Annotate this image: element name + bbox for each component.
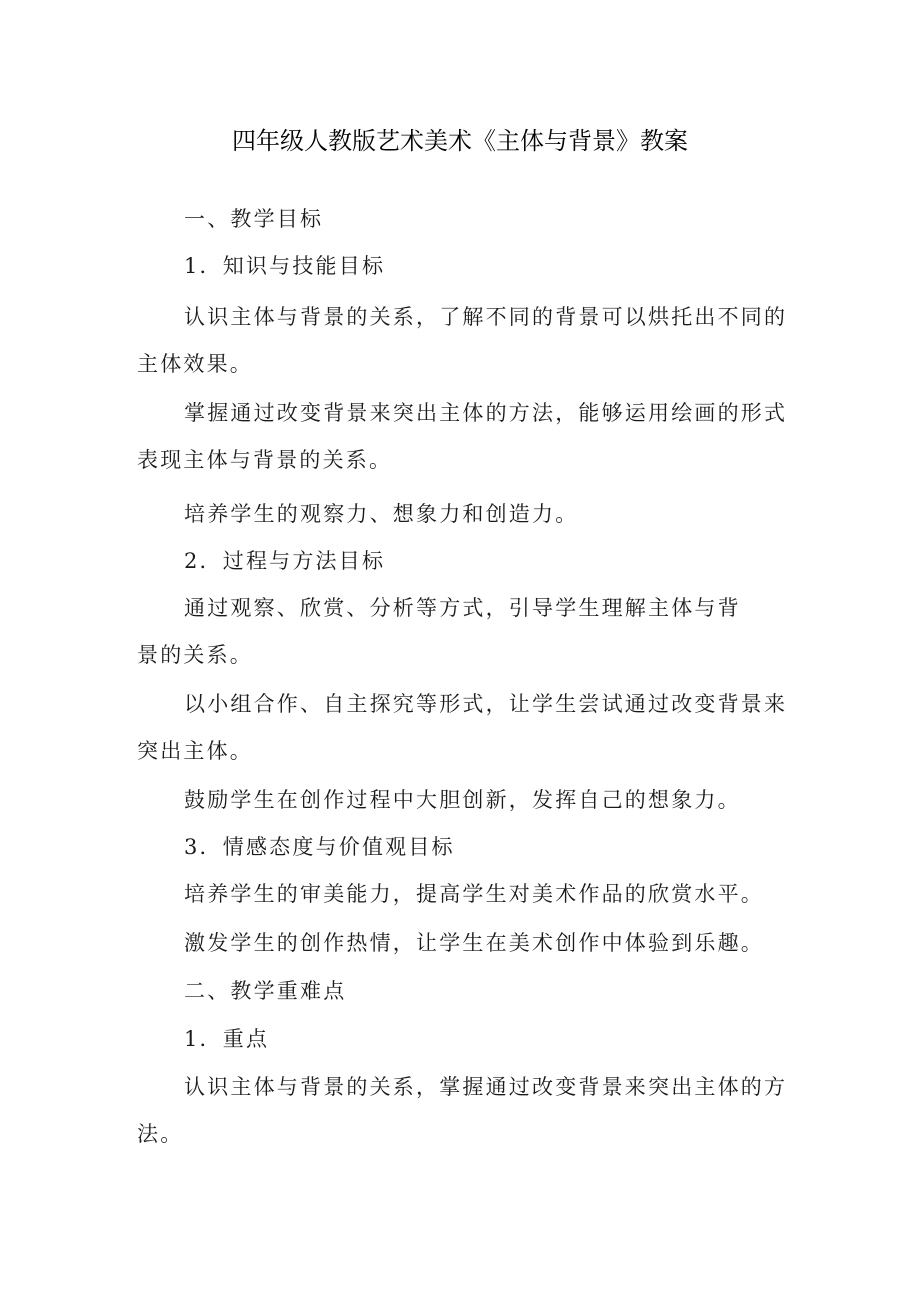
paragraph-line: 法。	[137, 1122, 184, 1146]
paragraph-line: 认识主体与背景的关系，掌握通过改变背景来突出主体的方	[184, 1075, 788, 1099]
paragraph-line: 认识主体与背景的关系，了解不同的背景可以烘托出不同的	[184, 305, 788, 329]
document-title: 四年级人教版艺术美术《主体与背景》教案	[232, 127, 688, 155]
paragraph-line: 以小组合作、自主探究等形式，让学生尝试通过改变背景来	[184, 692, 788, 716]
section-heading-teaching-goals: 一、教学目标	[184, 207, 324, 231]
paragraph-line: 突出主体。	[137, 739, 253, 763]
paragraph-process-2	[137, 681, 797, 775]
section-heading-key-difficult-points: 二、教学重难点	[184, 979, 347, 1003]
paragraph-line: 通过观察、欣赏、分析等方式，引导学生理解主体与背	[184, 596, 741, 620]
paragraph-key-points	[137, 1064, 797, 1158]
paragraph-emotion-1: 培养学生的审美能力，提高学生对美术作品的欣赏水平。	[184, 882, 764, 906]
subheading-emotion-values: 3．情感态度与价值观目标	[184, 835, 455, 859]
paragraph-knowledge-2	[137, 390, 797, 484]
paragraph-process-1	[137, 585, 797, 679]
paragraph-line: 掌握通过改变背景来突出主体的方法，能够运用绘画的形式	[184, 401, 788, 425]
paragraph-knowledge-1	[137, 294, 797, 388]
paragraph-line: 表现主体与背景的关系。	[137, 448, 393, 472]
paragraph-line: 景的关系。	[137, 643, 253, 667]
subheading-key-points: 1．重点	[184, 1027, 270, 1051]
subheading-knowledge-skills: 1．知识与技能目标	[184, 254, 386, 278]
paragraph-process-3: 鼓励学生在创作过程中大胆创新，发挥自己的想象力。	[184, 788, 741, 812]
paragraph-emotion-2: 激发学生的创作热情，让学生在美术创作中体验到乐趣。	[184, 931, 764, 955]
paragraph-line: 主体效果。	[137, 352, 253, 376]
paragraph-knowledge-3: 培养学生的观察力、想象力和创造力。	[184, 502, 579, 526]
subheading-process-method: 2．过程与方法目标	[184, 549, 386, 573]
